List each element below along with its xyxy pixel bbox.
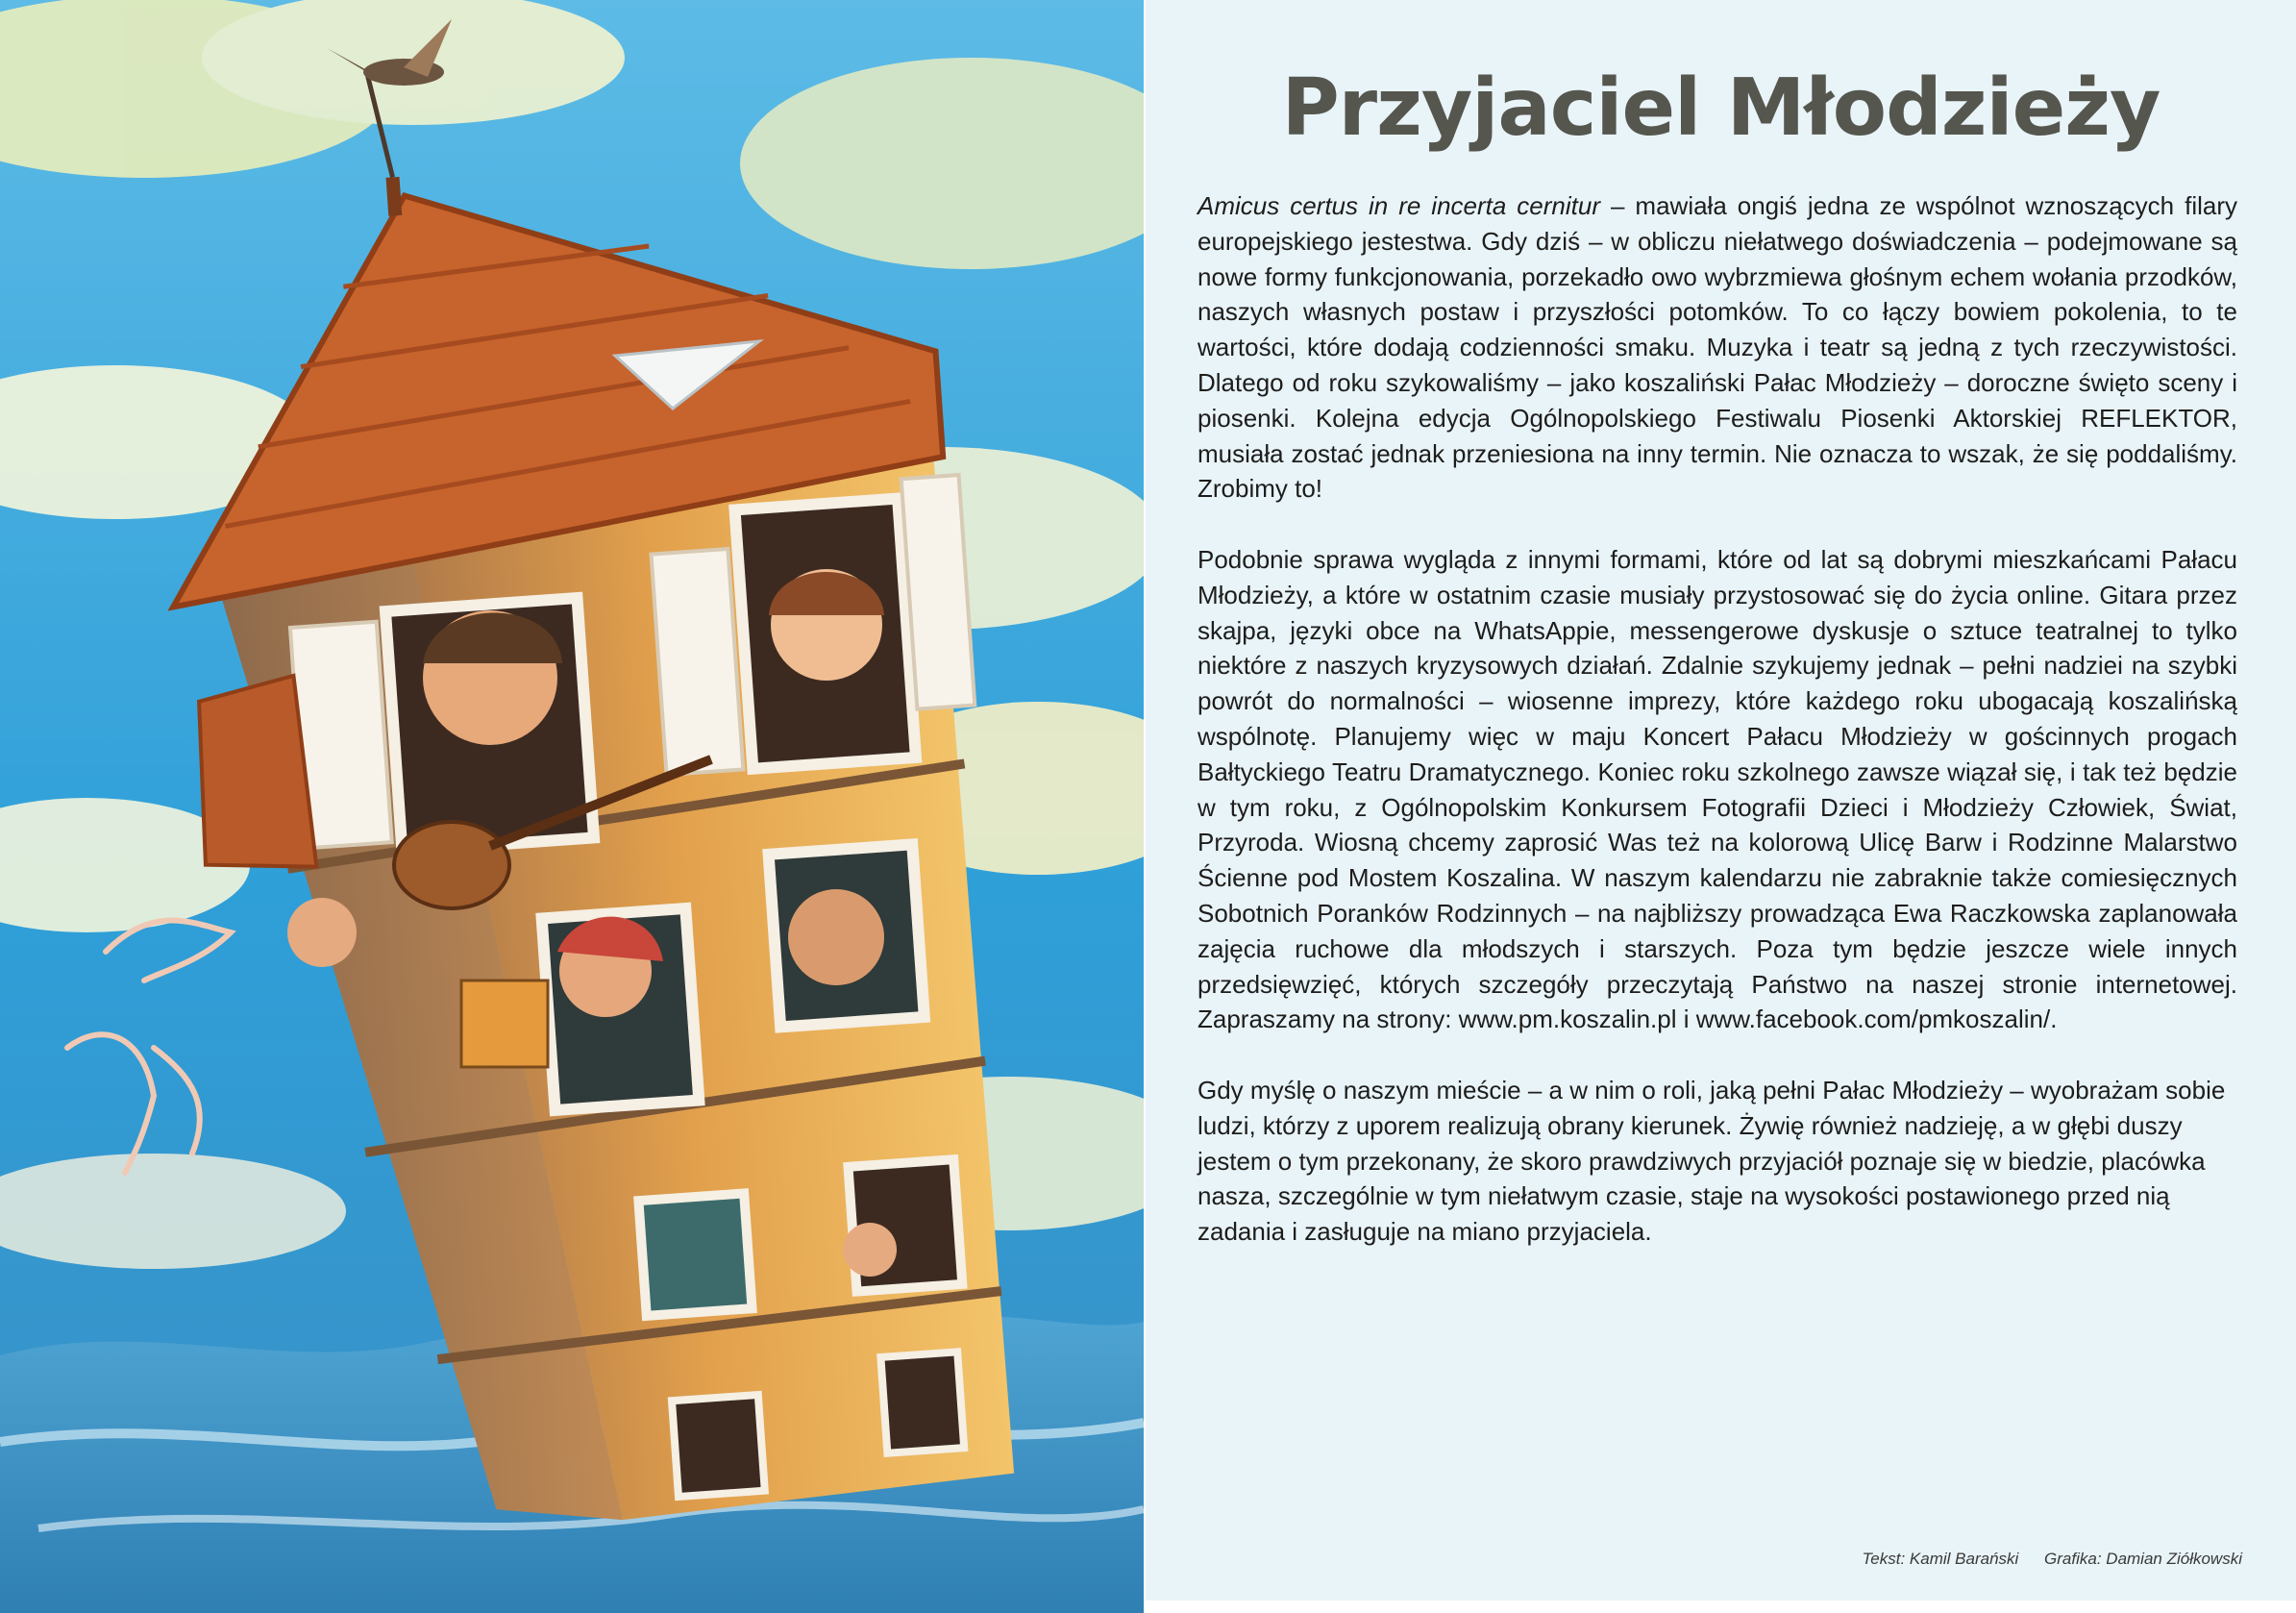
article-paragraph: Gdy myślę o naszym mieście – a w nim o roli, jaką pełni Pałac Młodzieży – wyobrażam sobie ludzi, którzy z uporem realizują obrany kierunek. Żywię również nadzieję, a w głębi duszy jestem o tym przekonany, że skoro prawdziwych przyjaciół poznaje się w biedzie, placówka nasza, szczególnie w tym niełatwym czasie, staje na wysokości postawionego przed nią zadania i zasługuje na miano przyjaciela.	[1197, 1075, 2226, 1247]
paragraph-text: – mawiała ongiś jedna ze wspólnot wznoszących filary europejskiego jestestwa. Gdy dziś – w obliczu niełatwego doświadczenia – podejmowane są nowe formy funkcjonowania, porzekadło owo wybrzmiewa głośnym echem wołania przodków, naszych własnych postaw i przyszłości potomków. To co łączy bowiem pokolenia, to te wartości, które dodają codzienności smaku. Muzyka i teatr są jedną z tych rzeczywistości. Dlatego od roku szykowaliśmy – jako koszaliński Pałac Młodzieży – doroczne święto sceny i piosenki. Kolejna edycja Ogólnopolskiego Festiwalu Piosenki Aktorskiej REFLEKTOR, musiała zostać jednak przeniesiona na inny termin. Nie oznacza to wszak, że się poddaliśmy. Zrobimy to!	[1197, 191, 2238, 504]
credits	[1862, 1550, 2242, 1569]
graphics-credit: Grafika: Damian Ziółkowski	[2044, 1550, 2242, 1568]
article-panel	[1146, 0, 2296, 1601]
article-title: Przyjaciel Młodzieży	[1281, 62, 2160, 154]
house-illustration	[0, 0, 1144, 1613]
article-paragraph	[1197, 188, 2237, 507]
author-credit: Tekst: Kamil Barański	[1862, 1550, 2019, 1568]
article-body	[1197, 188, 2237, 1285]
article-paragraph: Podobnie sprawa wygląda z innymi formami, które od lat są dobrymi mieszkańcami Pałacu Młodzieży, a które w ostatnim czasie musiały przystosować się do życia online. Gitara przez skajpa, języki obce na WhatsAppie, messengerowe dyskusje o sztuce teatralnej to tylko niektóre z naszych kryzysowych działań. Zdalnie szykujemy jednak – pełni nadziei na szybki powrót do normalności – wiosenne imprezy, które każdego roku ubogacają koszalińską wspólnotę. Planujemy więc w maju Koncert Pałacu Młodzieży w gościnnych progach Bałtyckiego Teatru Dramatycznego. Koniec roku szkolnego zawsze wiązał się, i tak też będzie w tym roku, z Ogólnopolskim Konkursem Fotografii Dzieci i Młodzieży Człowiek, Świat, Przyroda. Wiosną chcemy zaprosić Was też na kolorową Ulicę Barw i Rodzinne Malarstwo Ścienne pod Mostem Koszalina. W naszym kalendarzu nie zabraknie także comiesięcznych Sobotnich Poranków Rodzinnych – na najbliższy prowadząca Ewa Raczkowska zaplanowała zajęcia ruchowe dla młodszych i starszych. Poza tym będzie jeszcze wiele innych przedsięwzięć, których szczegóły przeczytają Państwo na naszej stronie internetowej. Zapraszamy na strony: www.pm.koszalin.pl i www.facebook.com/pmkoszalin/.	[1197, 544, 2237, 1034]
latin-quote: Amicus certus in re incerta cernitur	[1197, 191, 1601, 220]
